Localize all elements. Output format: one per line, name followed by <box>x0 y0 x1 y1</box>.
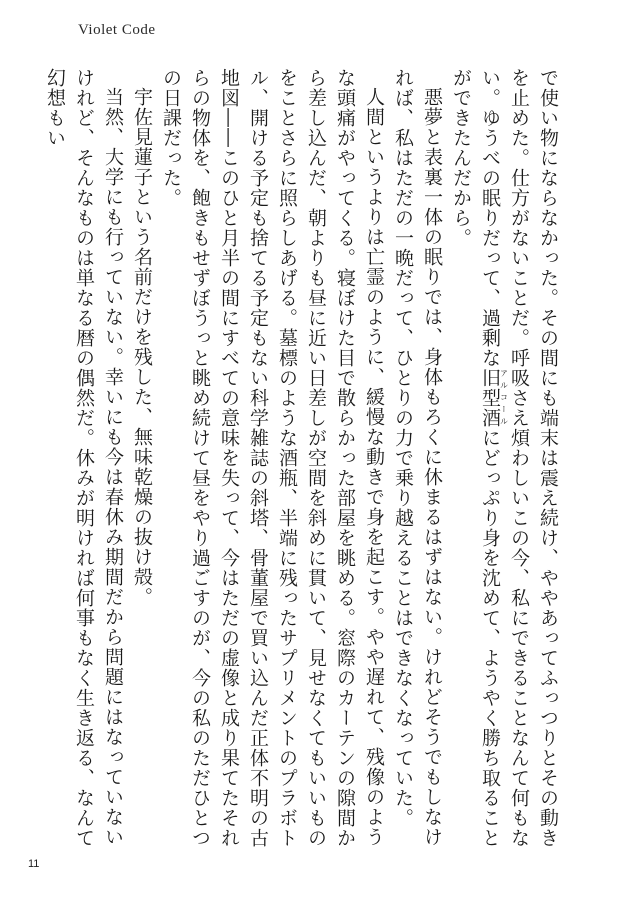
ruby-annotation <box>479 368 509 428</box>
paragraph: 宇佐見蓮子という名前だけを残した、無味乾燥の抜け殻。 <box>131 87 153 607</box>
ruby-reading: アルコール <box>499 368 509 428</box>
page-number: 11 <box>28 858 40 870</box>
paragraph: 当然、大学にも行っていない。幸いにも今は春休み期間だから問題にはなっていないけれど、そんなものは単なる暦の偶然だ。休みが明ければ何事もなく生き返る、なんて幻想もい <box>44 68 124 848</box>
paragraph: 悪夢と表裏一体の眠りでは、身体もろくに休まるはずはない。けれどそうでもしなければ、私はただの一晩だって、ひとりの力で乗り越えることはできなくなっていた。 <box>392 68 443 847</box>
paragraph: 人間というよりは亡霊のように、緩慢な動きで身を起こす。やや遅れて、残像のような頭痛がやってくる。寝ぼけた目で散らかった部屋を眺める。窓際のカーテンの隙間から差し込んだ、朝よりも昼に近い日差しが空間を斜めに貫いて、見せなくてもいいものをことさらに照らしあげる。墓標のような酒瓶、半端に残ったサプリメントのプラボトル、開ける予定も捨てる予定もない科学雑誌の斜塔、骨董屋で買い込んだ正体不明の古地図――このひと月半の間にすべての意味を失って、今はただの虚像と成り果てたそれらの物体を、飽きもせずぼうっと眺め続けて昼をやり過ごすのが、今の私のただひとつの日課だった。 <box>160 68 385 848</box>
ruby-base: 旧型酒 <box>479 368 501 428</box>
paragraph <box>446 68 562 848</box>
running-header: Violet Code <box>78 22 156 38</box>
paragraph-text: にどっぷり身を沈めて、ようやく勝ち取ることができたんだから。 <box>450 68 501 848</box>
paragraph-text: で使い物にならなかった。その間にも端末は震え続け、ややあってふっつりとその動きを止めた。仕方がないことだ。呼吸さえ煩わしいこの今、私にできることなんて何もない。ゆうべの眠りだって、過剰な <box>479 68 559 848</box>
vertical-body-text <box>44 68 562 848</box>
